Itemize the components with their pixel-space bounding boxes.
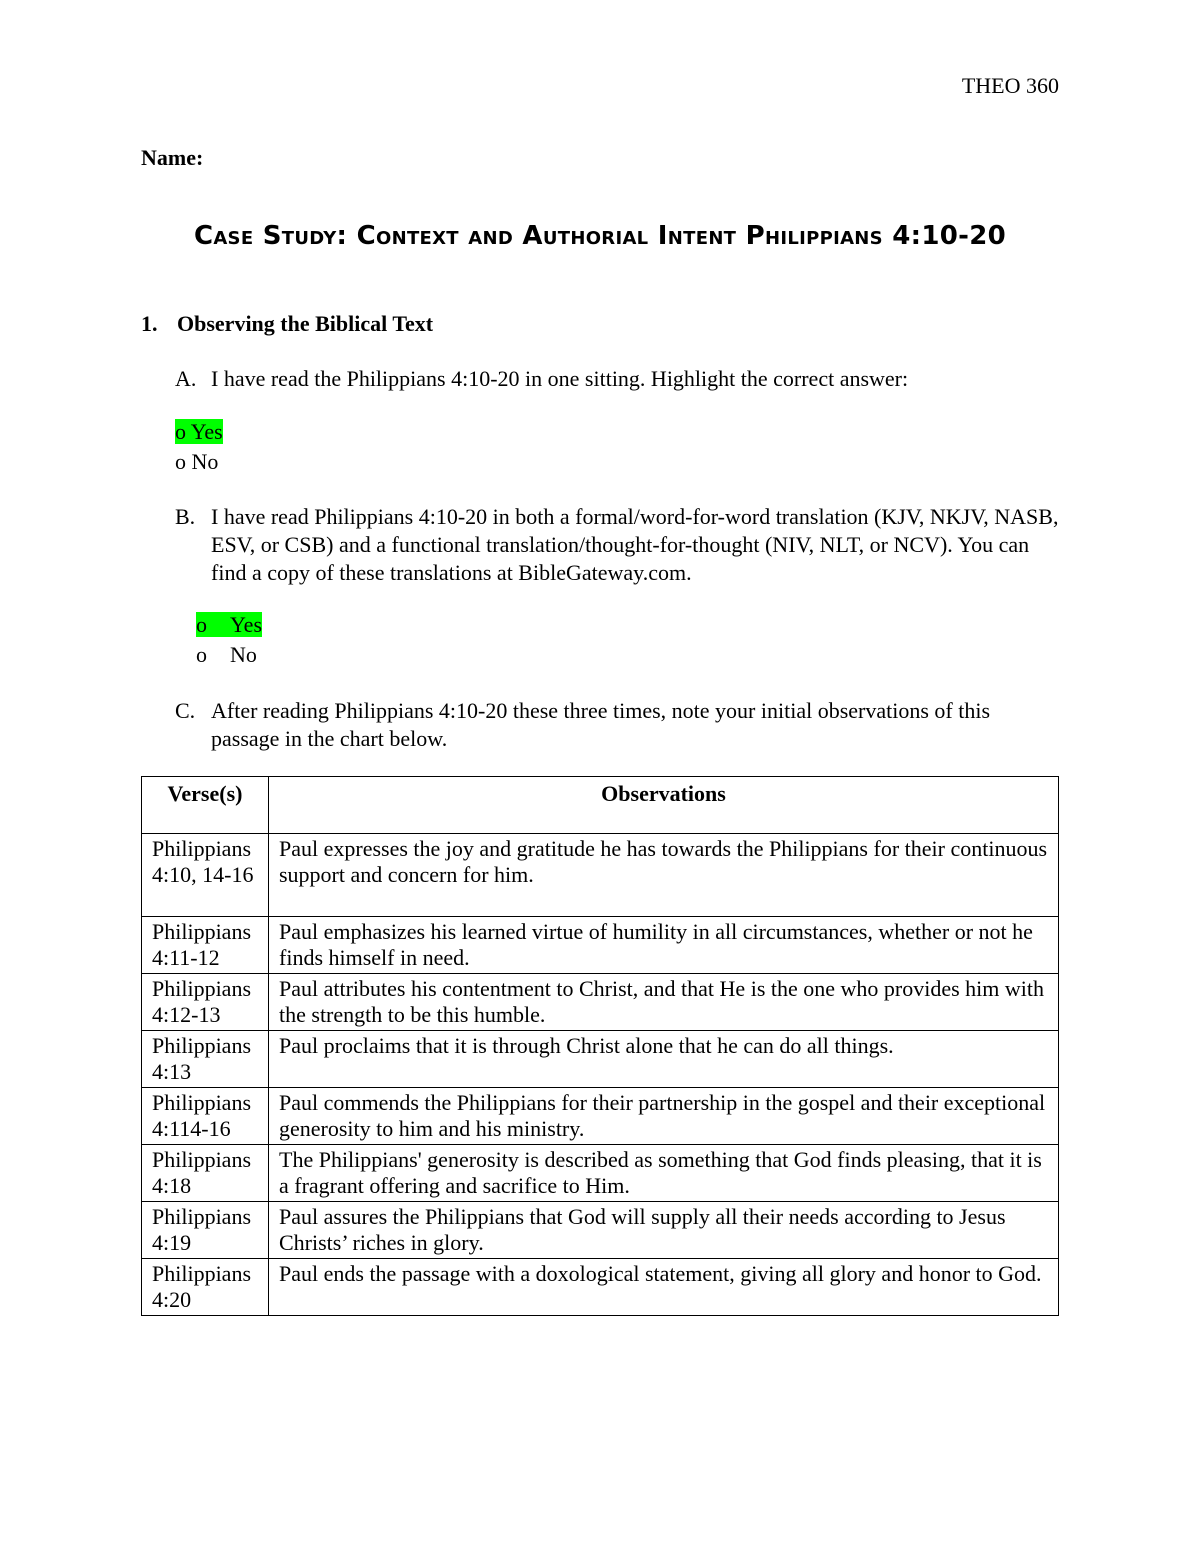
verse-cell: Philippians 4:10, 14-16 (142, 834, 269, 917)
verse-cell: Philippians 4:18 (142, 1145, 269, 1202)
name-label: Name: (141, 145, 204, 170)
option-a-yes[interactable] (175, 418, 223, 446)
option-b-yes-label: Yes (230, 612, 263, 637)
question-b (175, 503, 1060, 587)
observation-cell: Paul assures the Philippians that God will supply all their needs according to Jesus Christs’ riches in glory. (269, 1202, 1059, 1259)
option-bullet-icon: o (196, 612, 207, 637)
option-b-yes[interactable] (196, 611, 262, 639)
table-row (142, 917, 1059, 974)
observation-cell: Paul commends the Philippians for their partnership in the gospel and their exceptional generosity to him and his ministry. (269, 1088, 1059, 1145)
observation-cell: Paul emphasizes his learned virtue of humility in all circumstances, whether or not he finds himself in need. (269, 917, 1059, 974)
option-a-no[interactable] (175, 448, 218, 476)
question-a-text: I have read the Philippians 4:10-20 in one sitting. Highlight the correct answer: (211, 366, 909, 391)
observation-cell: Paul ends the passage with a doxological statement, giving all glory and honor to God. (269, 1259, 1059, 1316)
verse-cell: Philippians 4:11-12 (142, 917, 269, 974)
option-b-yes-highlight (196, 612, 262, 637)
observation-cell: The Philippians' generosity is described as something that God finds pleasing, that it is a fragrant offering and sacrifice to Him. (269, 1145, 1059, 1202)
table-row (142, 834, 1059, 917)
verse-cell: Philippians 4:12-13 (142, 974, 269, 1031)
header-observations: Observations (269, 777, 1059, 834)
question-c-letter: C. (175, 698, 196, 723)
option-a-yes-highlight (175, 419, 223, 444)
question-c (175, 697, 1060, 753)
option-b-no[interactable] (196, 641, 257, 669)
course-code: THEO 360 (961, 73, 1059, 98)
document-title: Case Study: Context and Authorial Intent Philippians 4:10-20 (193, 221, 1007, 251)
verse-cell: Philippians 4:20 (142, 1259, 269, 1316)
section-title: Observing the Biblical Text (177, 311, 434, 336)
question-a-letter: A. (175, 366, 197, 391)
question-a (175, 365, 1060, 393)
observations-table (141, 776, 1059, 1316)
question-c-text: After reading Philippians 4:10-20 these three times, note your initial observations of this passage in the chart below. (211, 698, 991, 751)
header-verses: Verse(s) (142, 777, 269, 834)
table-row (142, 974, 1059, 1031)
observation-cell: Paul expresses the joy and gratitude he has towards the Philippians for their continuous support and concern for him. (269, 834, 1059, 917)
observation-cell: Paul attributes his contentment to Christ, and that He is the one who provides him with the strength to be this humble. (269, 974, 1059, 1031)
option-bullet-icon: o (175, 419, 186, 444)
option-b-no-label: No (230, 642, 257, 667)
table-row (142, 1145, 1059, 1202)
option-bullet-icon: o (196, 642, 207, 667)
table-row (142, 1202, 1059, 1259)
table-row (142, 1088, 1059, 1145)
question-b-text: I have read Philippians 4:10-20 in both a formal/word-for-word translation (KJV, NKJV, NASB, ESV, or CSB) and a functional translation/thought-for-thought (NIV, NLT, or NCV). You can find a copy of these translations at BibleGateway.com. (211, 504, 1059, 585)
table-row (142, 1031, 1059, 1088)
table-header-row (142, 777, 1059, 834)
verse-cell: Philippians 4:13 (142, 1031, 269, 1088)
section-heading (141, 311, 433, 337)
verse-cell: Philippians 4:19 (142, 1202, 269, 1259)
table-row (142, 1259, 1059, 1316)
question-b-letter: B. (175, 504, 196, 529)
option-a-yes-label: Yes (190, 419, 223, 444)
section-number: 1. (141, 311, 158, 336)
observation-cell: Paul proclaims that it is through Christ alone that he can do all things. (269, 1031, 1059, 1088)
option-bullet-icon: o (175, 449, 186, 474)
verse-cell: Philippians 4:114-16 (142, 1088, 269, 1145)
option-a-no-label: No (191, 449, 219, 474)
